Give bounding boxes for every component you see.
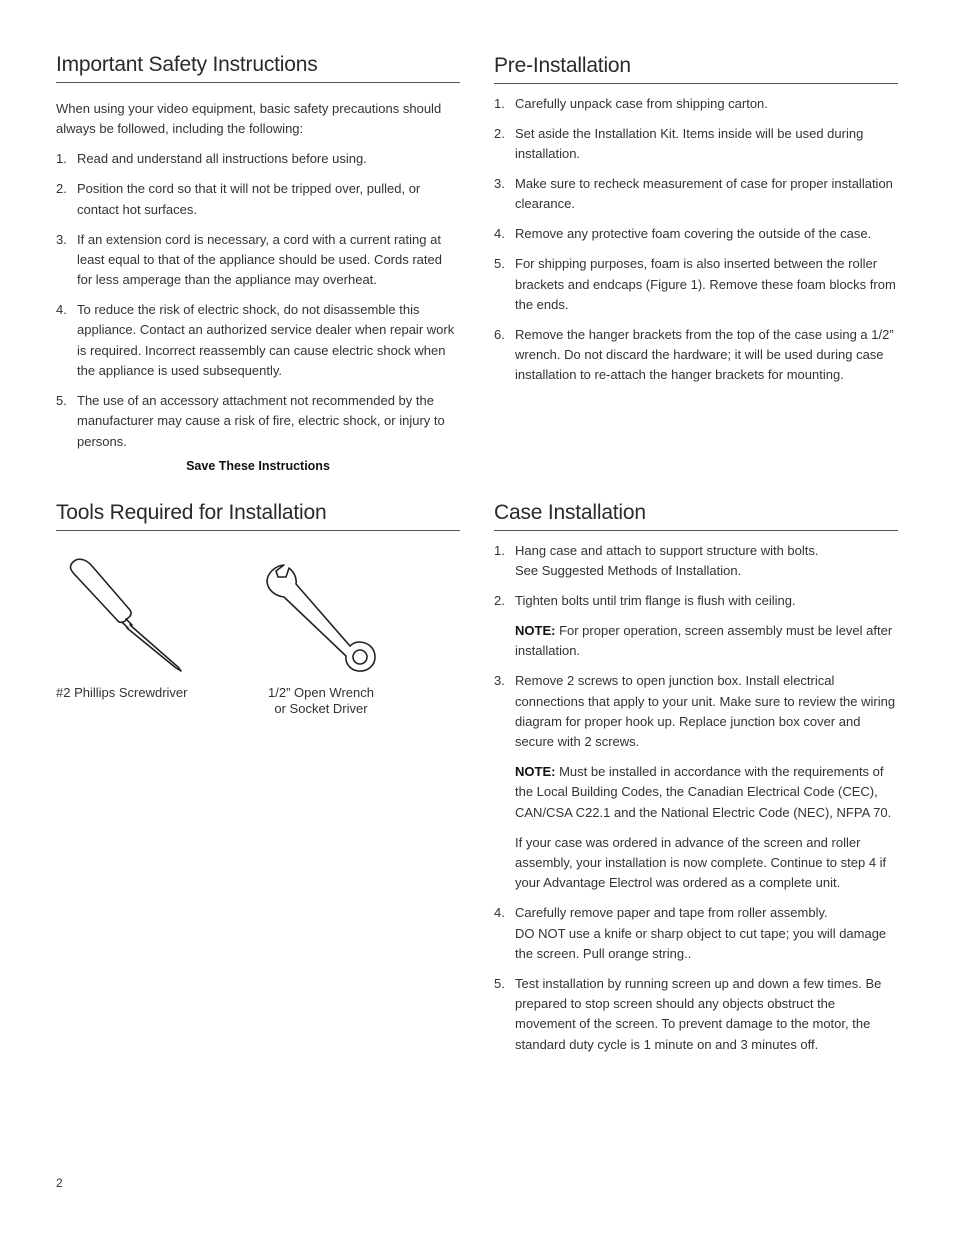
case-installation-title: Case Installation	[494, 500, 898, 531]
list-number: 5.	[494, 975, 505, 991]
case-installation-section	[494, 500, 898, 1055]
list-item	[56, 179, 460, 220]
list-text: For shipping purposes, foam is also inserted between the roller brackets and endcaps (Figure 1). Remove these foam blocks from the ends.	[515, 256, 896, 312]
safety-intro: When using your video equipment, basic safety precautions should always be followed, including the following:	[56, 101, 442, 137]
list-number: 1.	[494, 95, 505, 111]
list-text: DO NOT use a knife or sharp object to cut tape; you will damage the screen. Pull orange string..	[515, 925, 887, 961]
list-number: 6.	[494, 326, 505, 342]
list-text: Tighten bolts until trim flange is flush with ceiling.	[515, 592, 796, 608]
list-text: Make sure to recheck measurement of case for proper installation clearance.	[515, 175, 893, 212]
info-paragraph: If your case was ordered in advance of the screen and roller assembly, your installation is now complete. Continue to step 4 if your Advantage Electrol was ordered as a complete unit.	[515, 834, 887, 891]
list-item	[494, 174, 898, 215]
save-instructions-note: Save These Instructions	[186, 458, 330, 473]
list-text: Remove the hanger brackets from the top of the case using a 1/2” wrench. Do not discard the hardware; it will be used during case installation to re-attach the hanger brackets for mounting.	[515, 326, 894, 383]
note-paragraph	[515, 762, 898, 823]
list-text: Test installation by running screen up and down a few times. Be prepared to stop screen should any objects obstruct the movement of the screen. To prevent damage to the motor, the standard duty cycle is 1 minute on and 3 minutes off.	[515, 975, 882, 1052]
list-text: Hang case and attach to support structure with bolts.	[515, 542, 819, 558]
list-item	[494, 541, 898, 582]
list-item	[56, 391, 460, 452]
wrench-label	[246, 685, 396, 717]
list-text: Carefully unpack case from shipping carton.	[515, 95, 768, 111]
list-text: See Suggested Methods of Installation.	[515, 562, 742, 578]
safety-title: Important Safety Instructions	[56, 52, 460, 83]
list-number: 2.	[56, 181, 67, 197]
screwdriver-icon	[60, 555, 190, 675]
pre-installation-section	[494, 53, 898, 386]
tools-title: Tools Required for Installation	[56, 500, 460, 531]
list-item	[494, 974, 898, 1055]
note-label: NOTE:	[515, 764, 556, 780]
wrench-icon	[258, 560, 383, 675]
wrench-label-line-1: 1/2” Open Wrench	[268, 685, 374, 700]
list-item	[56, 230, 460, 291]
list-item	[494, 124, 898, 165]
list-number: 4.	[56, 302, 67, 318]
list-number: 2.	[494, 592, 505, 608]
note-text: Must be installed in accordance with the requirements of the Local Building Codes, the Canadian Electrical Code (CEC), CAN/CSA C22.1 and the National Electric Code (NEC), NFPA 70.	[515, 764, 892, 820]
tools-section	[56, 500, 460, 531]
list-item	[494, 903, 898, 964]
list-number: 3.	[494, 673, 505, 689]
list-item	[494, 671, 898, 893]
list-text: Carefully remove paper and tape from roller assembly.	[515, 905, 828, 921]
list-text: The use of an accessory attachment not recommended by the manufacturer may cause a risk of fire, electric shock, or injury to persons.	[77, 393, 445, 449]
list-text: If an extension cord is necessary, a cord with a current rating at least equal to that of the appliance should be used. Cords rated for less amperage than the appliance may overheat.	[77, 231, 442, 288]
list-item	[494, 254, 898, 315]
list-text: Remove any protective foam covering the outside of the case.	[515, 226, 872, 242]
list-item	[494, 224, 898, 244]
list-number: 2.	[494, 125, 505, 141]
note-label: NOTE:	[515, 622, 556, 638]
list-item	[494, 94, 898, 114]
safety-list	[56, 149, 460, 452]
safety-section	[56, 52, 460, 473]
list-number: 5.	[494, 256, 505, 272]
list-item	[56, 300, 460, 381]
list-number: 4.	[494, 905, 505, 921]
pre-installation-title: Pre-Installation	[494, 53, 898, 84]
page-number: 2	[56, 1176, 63, 1190]
list-number: 3.	[494, 175, 505, 191]
list-text: Set aside the Installation Kit. Items inside will be used during installation.	[515, 125, 864, 161]
note-paragraph	[515, 621, 898, 662]
list-number: 1.	[56, 151, 67, 167]
wrench-label-line-2: or Socket Driver	[274, 701, 368, 716]
list-text: Remove 2 screws to open junction box. Install electrical connections that apply to your unit. Make sure to review the wiring diagram for proper hook up. Replace junction box cover and secure with 2 screws.	[515, 673, 896, 750]
list-number: 1.	[494, 542, 505, 558]
list-item	[494, 591, 898, 662]
list-number: 3.	[56, 231, 67, 247]
case-installation-list	[494, 541, 898, 1055]
list-item	[56, 149, 460, 169]
list-item	[494, 325, 898, 386]
list-text: Position the cord so that it will not be tripped over, pulled, or contact hot surfaces.	[77, 181, 421, 217]
pre-installation-list	[494, 94, 898, 386]
list-number: 4.	[494, 226, 505, 242]
list-number: 5.	[56, 393, 67, 408]
list-text: To reduce the risk of electric shock, do not disassemble this appliance. Contact an authorized service dealer when repair work is required. Incorrect reassembly can cause electric shock when the appliance is used subsequently.	[77, 302, 455, 379]
note-text: For proper operation, screen assembly must be level after installation.	[515, 622, 893, 659]
list-text: Read and understand all instructions before using.	[77, 151, 367, 167]
screwdriver-label: #2 Phillips Screwdriver	[56, 685, 188, 700]
